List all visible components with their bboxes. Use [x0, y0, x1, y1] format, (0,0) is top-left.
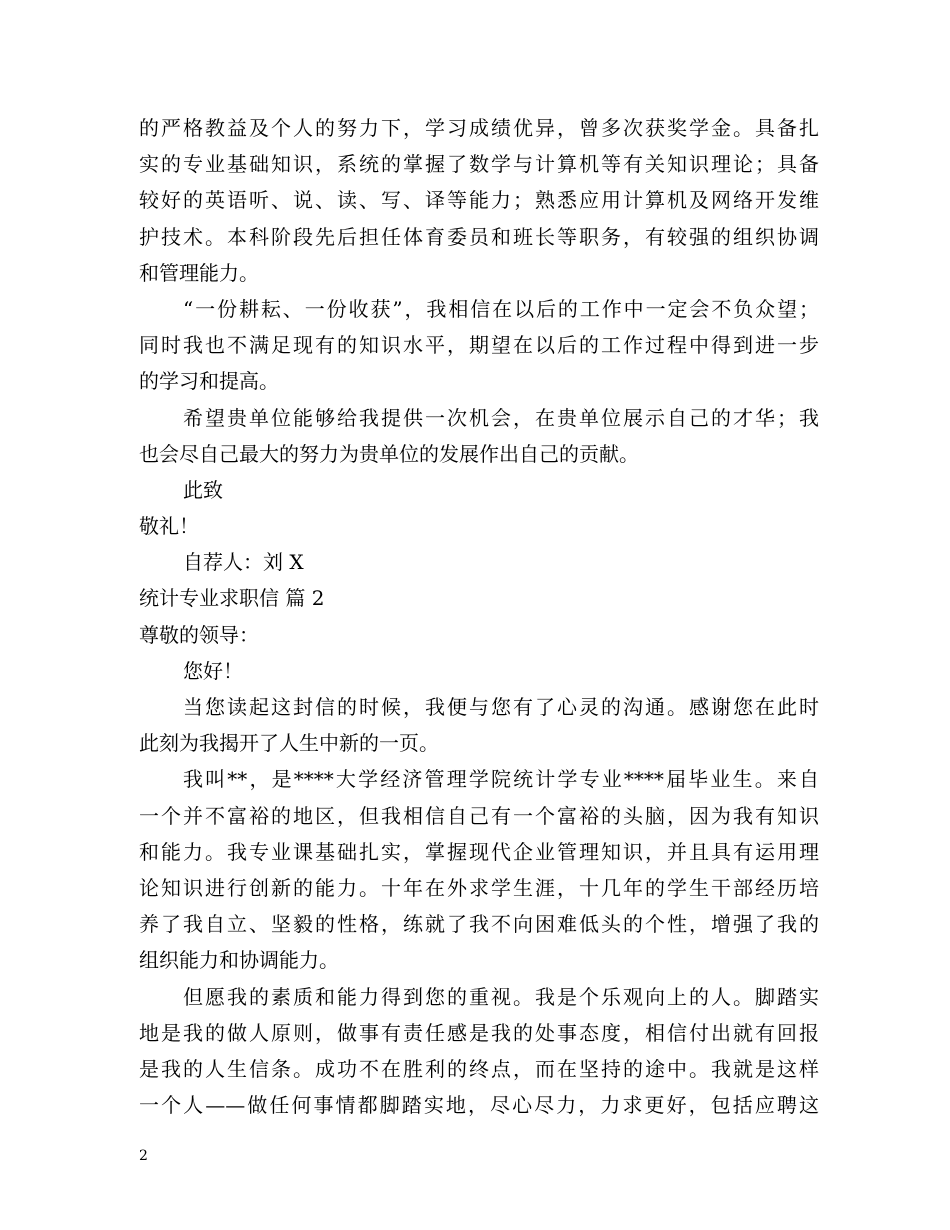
text-line: 自荐人：刘 X [183, 550, 304, 575]
document-body [139, 110, 819, 1123]
text-line: 和管理能力。 [139, 260, 259, 285]
text-line: 一个并不富裕的地区，但我相信自己有一个富裕的头脑，因为我有知识 [139, 803, 819, 828]
text-line: 尊敬的领导： [139, 622, 259, 647]
text-line: 论知识进行创新的能力。十年在外求学生涯，十几年的学生干部经历培 [139, 875, 819, 900]
text-line: 当您读起这封信的时候，我便与您有了心灵的沟通。感谢您在此时 [183, 695, 819, 719]
text-line: 较好的英语听、说、读、写、译等能力；熟悉应用计算机及网络开发维 [139, 188, 819, 213]
text-line: 统计专业求职信 篇 2 [139, 586, 325, 611]
text-line: 我叫**，是****大学经济管理学院统计学专业****届毕业生。来自 [183, 767, 819, 792]
text-line: 也会尽自己最大的努力为贵单位的发展作出自己的贡献。 [139, 441, 639, 466]
text-line: 组织能力和协调能力。 [139, 948, 339, 973]
text-line: 您好！ [183, 658, 243, 683]
text-line: 同时我也不满足现有的知识水平，期望在以后的工作过程中得到进一步 [139, 333, 819, 358]
text-line: 但愿我的素质和能力得到您的重视。我是个乐观向上的人。脚踏实 [183, 984, 819, 1009]
text-line: 敬礼！ [139, 514, 199, 539]
text-line: 养了我自立、坚毅的性格，练就了我不向困难低头的个性，增强了我的 [139, 912, 819, 937]
text-line: 此刻为我揭开了人生中新的一页。 [139, 731, 439, 756]
text-line: 一个人——做任何事情都脚踏实地，尽心尽力，力求更好，包括应聘这 [139, 1093, 819, 1118]
text-line: 希望贵单位能够给我提供一次机会，在贵单位展示自己的才华；我 [183, 405, 819, 430]
page-number: 2 [139, 1148, 148, 1164]
text-line: 的严格教益及个人的努力下，学习成绩优异，曾多次获奖学金。具备扎 [139, 116, 819, 140]
text-line: 此致 [183, 477, 223, 502]
text-line: 和能力。我专业课基础扎实，掌握现代企业管理知识，并且具有运用理 [139, 839, 819, 864]
text-line: 实的专业基础知识，系统的掌握了数学与计算机等有关知识理论；具备 [139, 152, 819, 177]
text-line: 是我的人生信条。成功不在胜利的终点，而在坚持的途中。我就是这样 [139, 1056, 819, 1081]
text-line: 的学习和提高。 [139, 369, 279, 394]
text-line: “一份耕耘、一份收获”，我相信在以后的工作中一定会不负众望； [183, 296, 819, 321]
text-line: 护技术。本科阶段先后担任体育委员和班长等职务，有较强的组织协调 [139, 224, 819, 249]
text-line: 地是我的做人原则，做事有责任感是我的处事态度，相信付出就有回报 [139, 1020, 819, 1045]
